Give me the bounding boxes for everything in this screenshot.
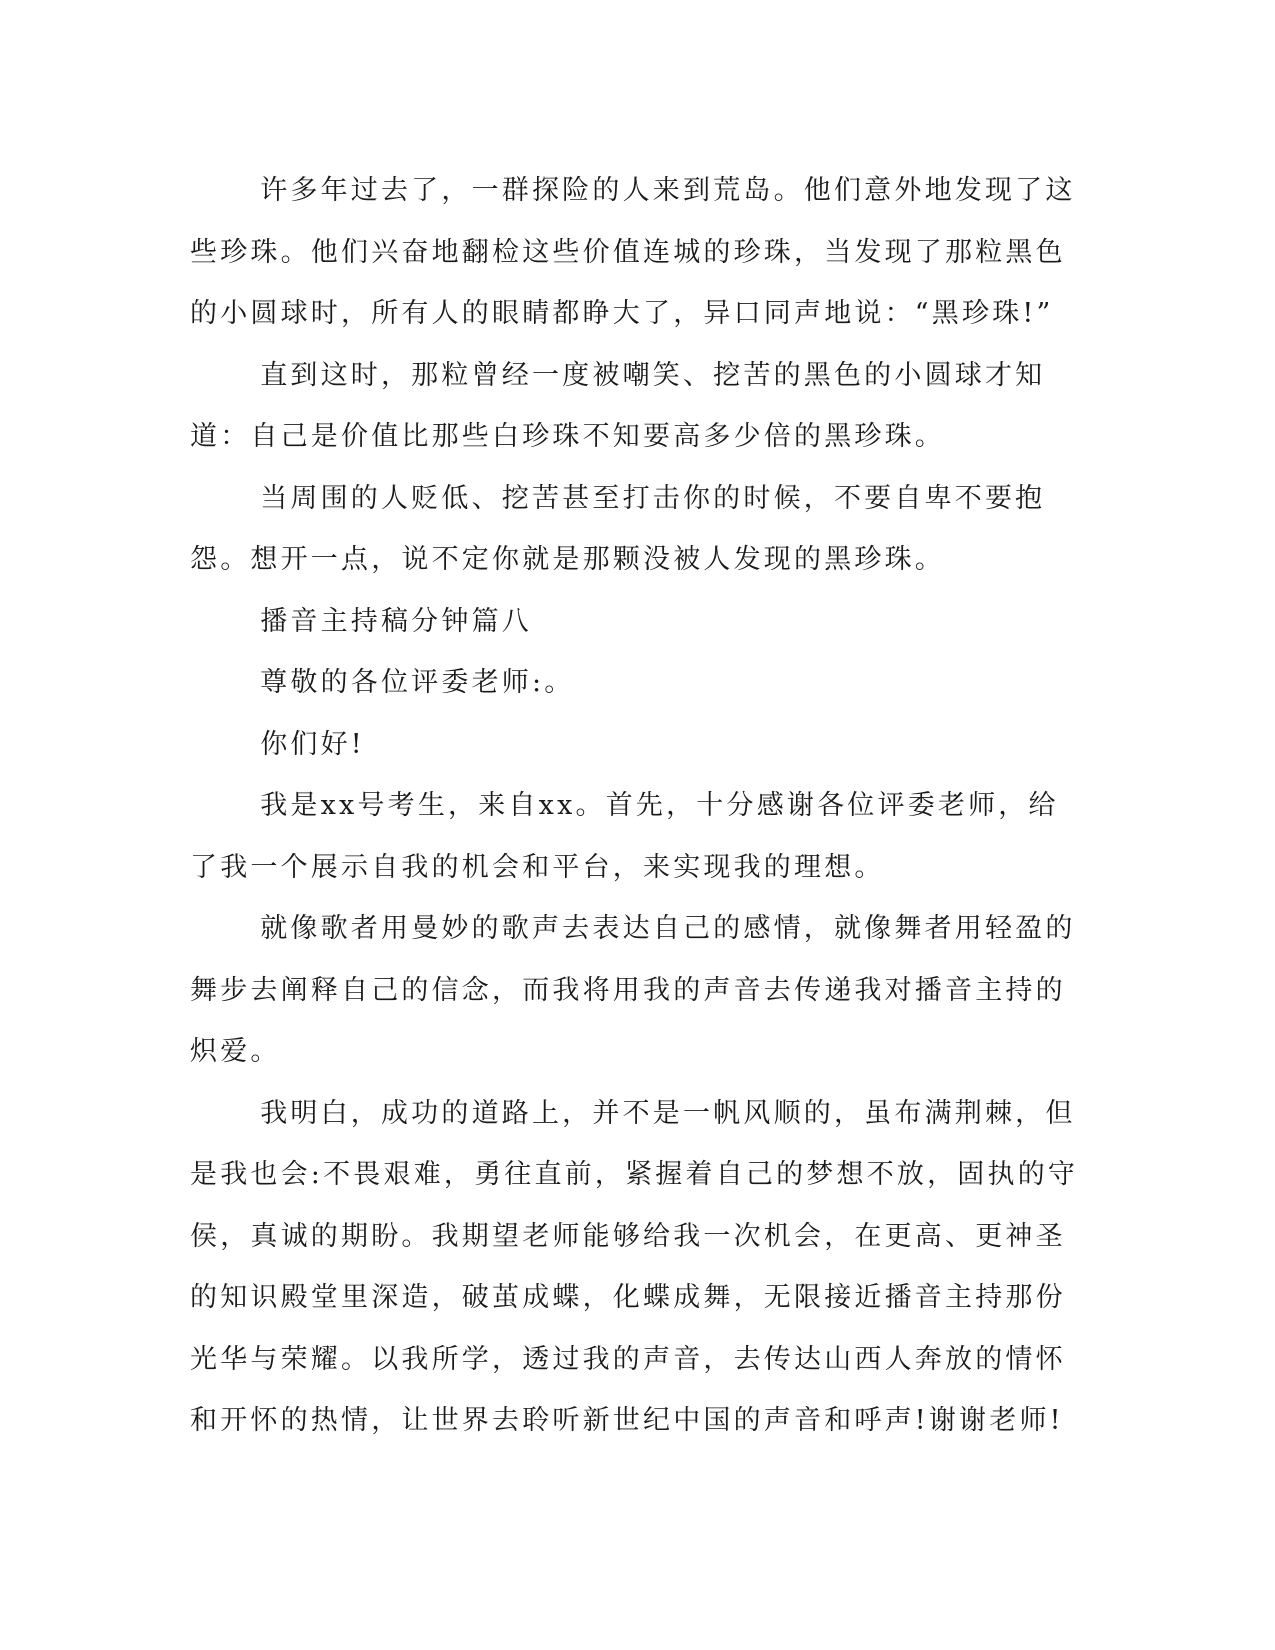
paragraph-moral: 当周围的人贬低、挖苦甚至打击你的时候，不要自卑不要抱怨。想开一点，说不定你就是那颗没被人发现的黑珍珠。 <box>190 482 1046 575</box>
section-heading: 播音主持稿分钟篇八 <box>260 605 532 637</box>
paragraph-determination: 我明白，成功的道路上，并不是一帆风顺的，虽布满荆棘，但是我也会:不畏艰难，勇往直前，紧握着自己的梦想不放，固执的守侯，真诚的期盼。我期望老师能够给我一次机会，在更高、更神圣的知识殿堂里深造，破茧成蝶，化蝶成舞，无限接近播音主持那份光华与荣耀。以我所学，透过我的声音，去传达山西人奔放的情怀和开怀的热情，让世界去聆听新世纪中国的声音和呼声!谢谢老师! <box>190 1097 1079 1436</box>
paragraph-black-pearl-realizes: 直到这时，那粒曾经一度被嘲笑、挖苦的黑色的小圆球才知道：自己是价值比那些白珍珠不知要高多少倍的黑珍珠。 <box>190 359 1046 452</box>
paragraph-voice-passion: 就像歌者用曼妙的歌声去表达自己的感情，就像舞者用轻盈的舞步去阐释自己的信念，而我将用我的声音去传递我对播音主持的炽爱。 <box>190 913 1076 1067</box>
document-body <box>190 160 1085 1452</box>
paragraph-pearls-found: 许多年过去了，一群探险的人来到荒岛。他们意外地发现了这些珍珠。他们兴奋地翻检这些价值连城的珍珠，当发现了那粒黑色的小圆球时，所有人的眼睛都睁大了，异口同声地说：“黑珍珠!” <box>190 175 1076 329</box>
paragraph-introduction: 我是xx号考生，来自xx。首先，十分感谢各位评委老师，给了我一个展示自我的机会和平台，来实现我的理想。 <box>190 790 1059 883</box>
salutation: 尊敬的各位评委老师:。 <box>260 667 575 698</box>
greeting: 你们好! <box>260 728 365 760</box>
